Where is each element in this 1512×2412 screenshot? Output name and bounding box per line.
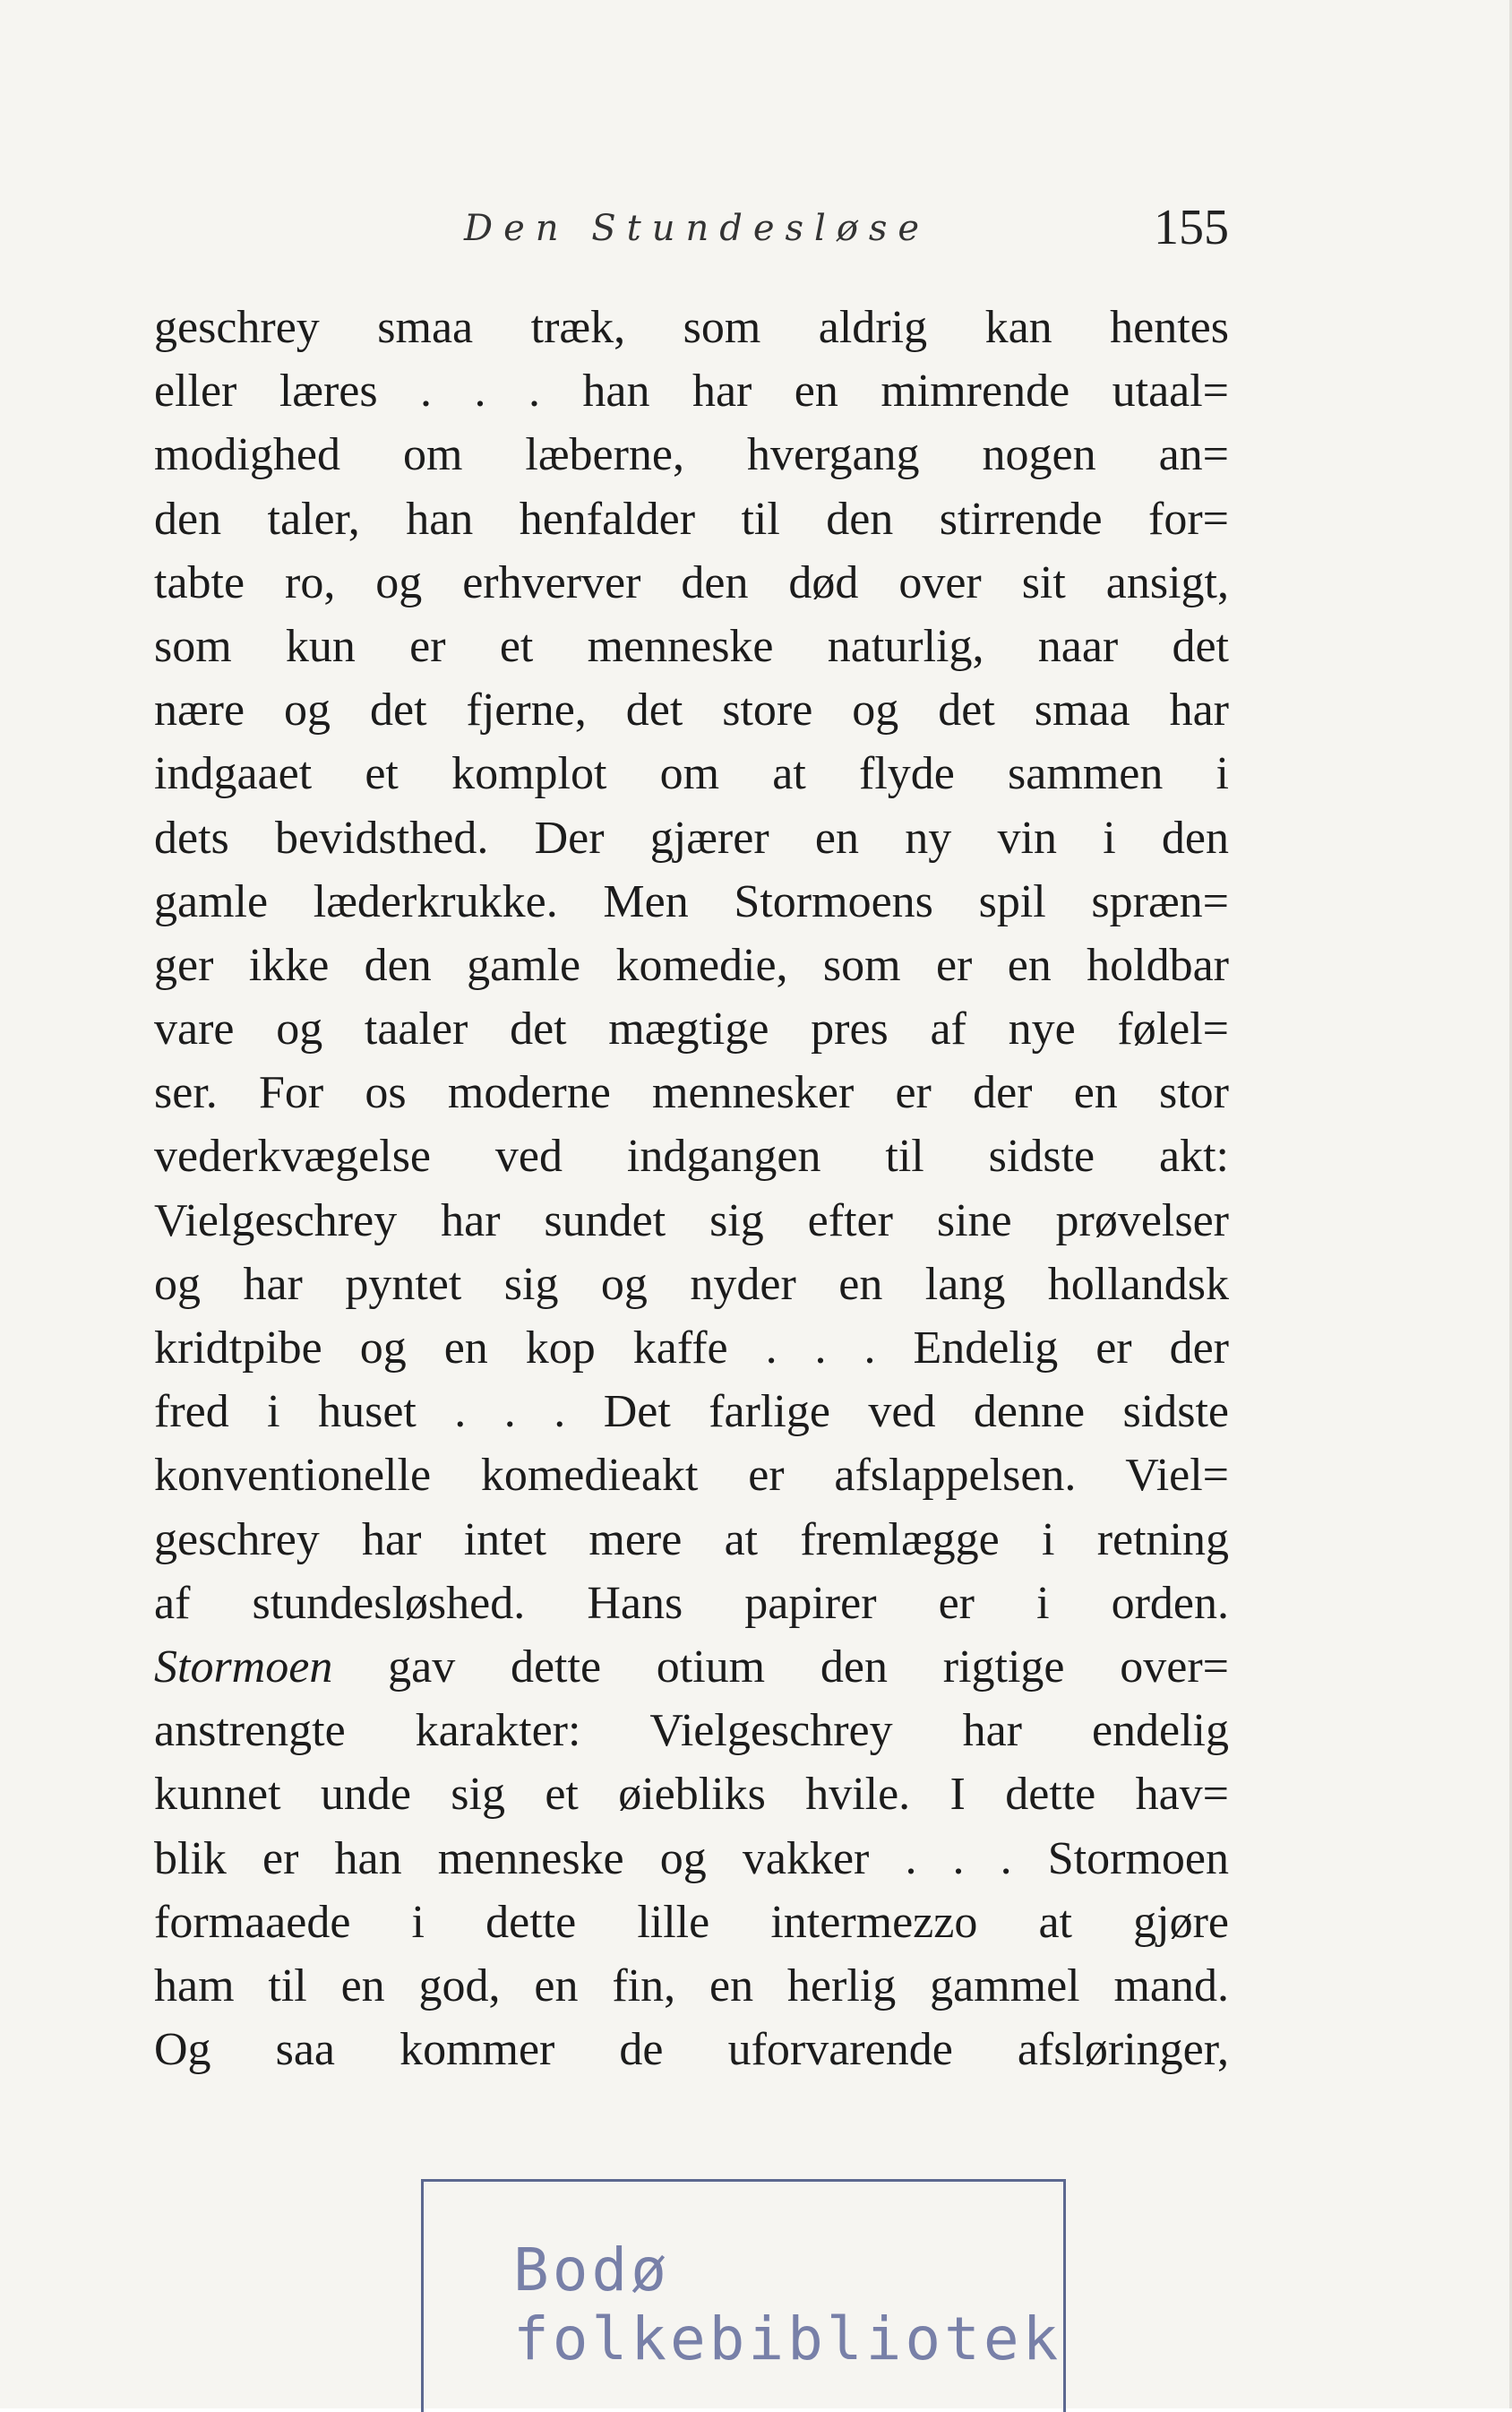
text-line: ger ikke den gamle komedie, som er en holdbar <box>154 939 1229 991</box>
text-line: geschrey smaa træk, som aldrig kan hentes <box>154 302 1229 353</box>
library-stamp <box>421 2179 1066 2412</box>
body-text <box>154 296 1229 2081</box>
text-line: tabte ro, og erhverver den død over sit ansigt, <box>154 556 1229 608</box>
text-line: nære og det fjerne, det store og det smaa har <box>154 685 1229 737</box>
text-line: den taler, han henfalder til den stirrende for= <box>154 493 1229 545</box>
text-line: modighed om læberne, hvergang nogen an= <box>154 429 1229 481</box>
text-line-rest: gav dette otium den rigtige over= <box>388 1641 1229 1693</box>
text-line: blik er han menneske og vakker . . . Stormoen <box>154 1832 1229 1884</box>
page-number: 155 <box>1154 200 1229 255</box>
text-line: konventionelle komedieakt er afslappelsen. Viel= <box>154 1450 1229 1502</box>
page-header <box>154 188 1229 269</box>
text-line: eller læres . . . han har en mimrende utaal= <box>154 366 1229 418</box>
italic-name: Stormoen <box>154 1641 333 1693</box>
running-title: Den Stundesløse <box>464 208 931 249</box>
text-line: fred i huset . . . Det farlige ved denne sidste <box>154 1386 1229 1438</box>
text-line: Og saa kommer de uforvarende afsløringer, <box>154 2024 1229 2076</box>
text-line: geschrey har intet mere at fremlægge i retning <box>154 1513 1229 1565</box>
text-line: gamle læderkrukke. Men Stormoens spil spræn= <box>154 875 1229 927</box>
text-line: Vielgeschrey har sundet sig efter sine prøvelser <box>154 1194 1229 1246</box>
text-line: indgaaet et komplot om at flyde sammen i <box>154 748 1229 800</box>
text-line: kunnet unde sig et øiebliks hvile. I dette hav= <box>154 1769 1229 1821</box>
text-line: af stundesløshed. Hans papirer er i orden. <box>154 1577 1229 1629</box>
text-line: ser. For os moderne mennesker er der en stor <box>154 1067 1229 1119</box>
text-line: vare og taaler det mægtige pres af nye følel= <box>154 1004 1229 1055</box>
text-line: ham til en god, en fin, en herlig gammel mand. <box>154 1960 1229 2011</box>
text-line: kridtpibe og en kop kaffe . . . Endelig er der <box>154 1322 1229 1374</box>
text-line: og har pyntet sig og nyder en lang hollandsk <box>154 1258 1229 1310</box>
text-line: formaaede i dette lille intermezzo at gjøre <box>154 1896 1229 1948</box>
stamp-text: Bodø folkebibliotek <box>513 2235 1062 2373</box>
text-line: vederkvægelse ved indgangen til sidste akt: <box>154 1131 1229 1183</box>
text-line: anstrengte karakter: Vielgeschrey har endelig <box>154 1705 1229 1757</box>
text-line: dets bevidsthed. Der gjærer en ny vin i den <box>154 812 1229 864</box>
text-line: som kun er et menneske naturlig, naar det <box>154 620 1229 672</box>
text-line-with-italic <box>154 1635 1229 1699</box>
